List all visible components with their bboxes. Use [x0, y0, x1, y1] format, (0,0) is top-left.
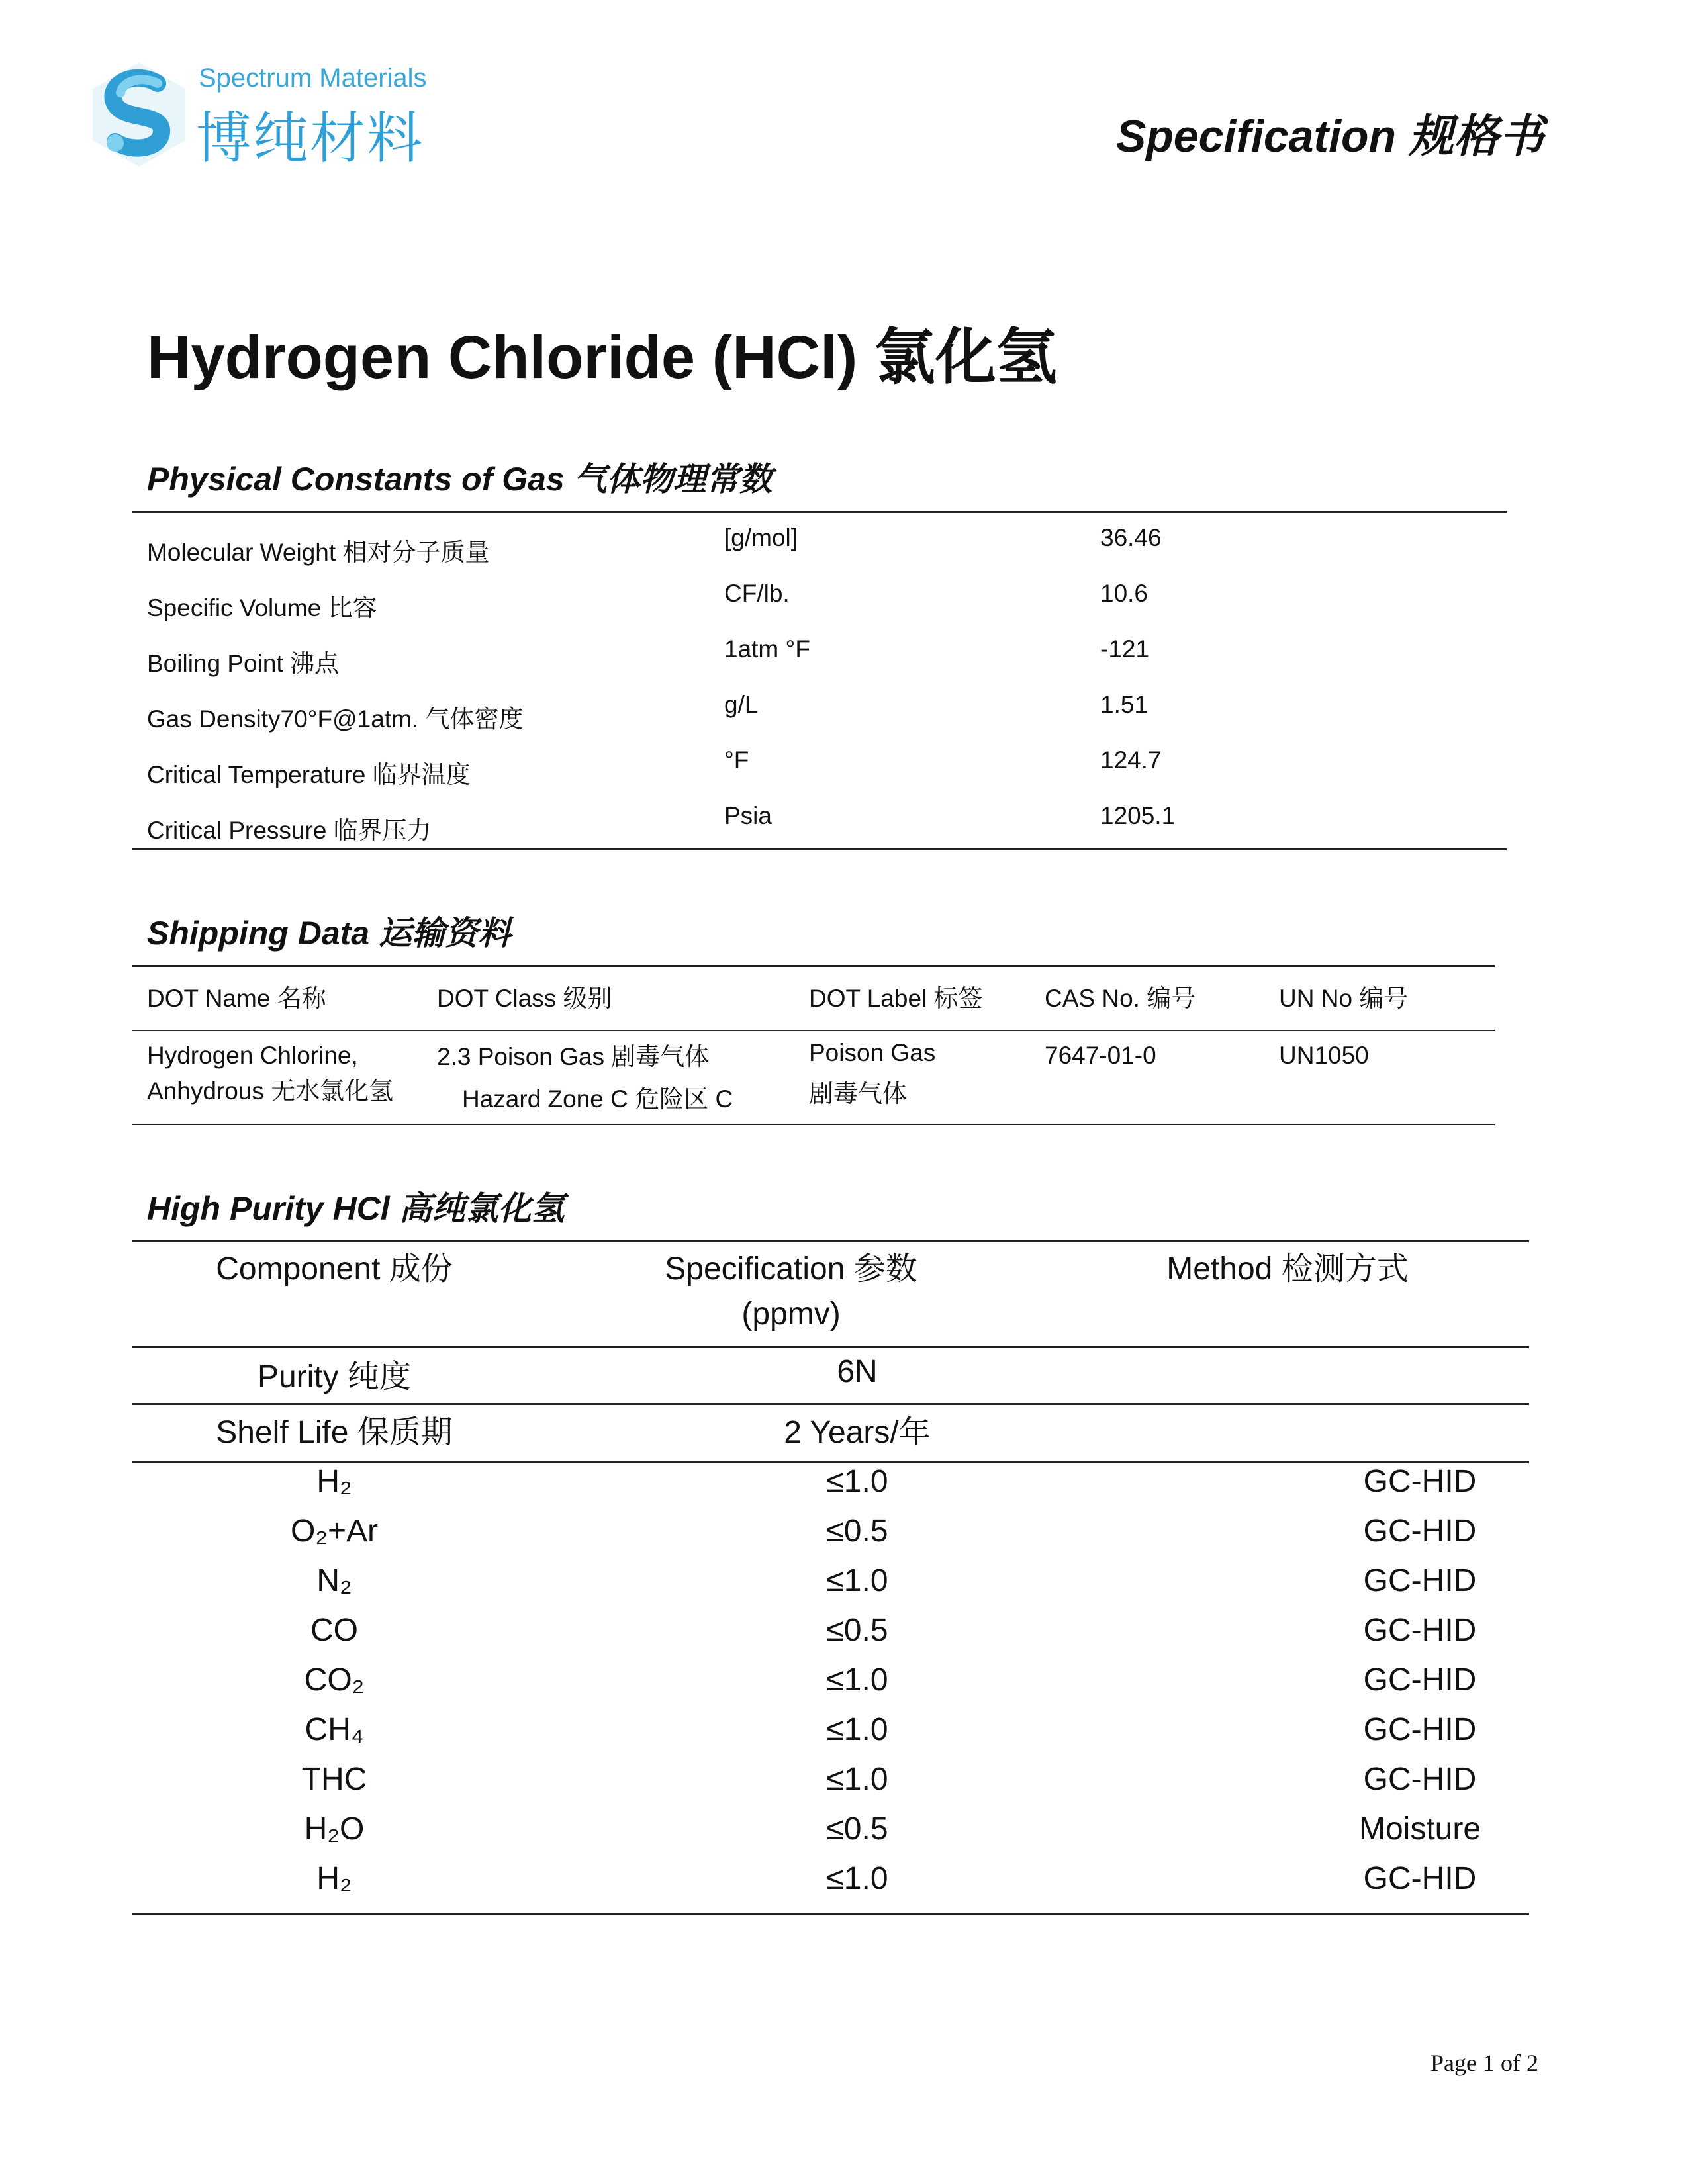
- shelf-life-row: [132, 1408, 1529, 1457]
- table-row: [132, 1507, 1529, 1556]
- component-cell: CO₂: [304, 1662, 365, 1698]
- table-row: [132, 1755, 1529, 1804]
- constant-unit: Psia: [724, 802, 772, 829]
- spec-cell: ≤0.5: [826, 1514, 888, 1549]
- spec-cell: ≤1.0: [826, 1563, 888, 1598]
- dot-label-line: Poison Gas: [809, 1039, 936, 1066]
- dot-class-cell: [437, 1039, 733, 1117]
- un-number: UN1050: [1279, 1042, 1369, 1069]
- component-cell: H₂: [316, 1464, 352, 1499]
- component-cell: CO: [310, 1613, 358, 1648]
- method-cell: GC-HID: [1363, 1861, 1477, 1896]
- spec-cell: ≤1.0: [826, 1861, 888, 1896]
- spec-cell: ≤1.0: [826, 1464, 888, 1499]
- method-cell: GC-HID: [1363, 1712, 1477, 1747]
- column-header: DOT Name 名称: [147, 985, 326, 1012]
- method-cell: GC-HID: [1363, 1662, 1477, 1698]
- dot-name-line: Hydrogen Chlorine,: [147, 1042, 358, 1069]
- constant-label: Molecular Weight 相对分子质量: [147, 539, 490, 566]
- table-row: [132, 1557, 1529, 1606]
- cas-number: 7647-01-0: [1045, 1042, 1156, 1069]
- dot-class-line: 2.3 Poison Gas 剧毒气体: [437, 1043, 710, 1070]
- component-cell: H₂O: [304, 1811, 365, 1846]
- constant-unit: CF/lb.: [724, 580, 790, 607]
- column-header: DOT Class 级别: [437, 985, 612, 1012]
- table-row: [147, 576, 1504, 631]
- divider: [132, 965, 1495, 967]
- logo-text-cn: 博纯材料: [196, 107, 424, 169]
- constant-label: Critical Temperature 临界温度: [147, 761, 471, 788]
- table-row: [132, 1606, 1529, 1655]
- component-cell: N₂: [316, 1563, 352, 1598]
- purity-row: [132, 1350, 1529, 1399]
- spec-header-line: Specification 参数: [665, 1251, 917, 1287]
- purity-section-title: High Purity HCl 高纯氯化氢: [147, 1190, 565, 1227]
- constant-label: Boiling Point 沸点: [147, 650, 339, 677]
- dot-name-cell: [147, 1038, 393, 1109]
- constant-label: Gas Density70°F@1atm. 气体密度: [147, 705, 524, 733]
- method-cell: GC-HID: [1363, 1762, 1477, 1797]
- component-cell: THC: [301, 1762, 367, 1797]
- method-cell: GC-HID: [1363, 1613, 1477, 1648]
- dot-label-cell: [809, 1035, 935, 1112]
- dot-name-line: Anhydrous 无水氯化氢: [147, 1077, 394, 1105]
- method-cell: GC-HID: [1363, 1514, 1477, 1549]
- spec-cell: ≤1.0: [826, 1712, 888, 1747]
- divider: [132, 511, 1507, 513]
- constant-unit: [g/mol]: [724, 524, 798, 551]
- dot-label-line: 剧毒气体: [809, 1080, 907, 1107]
- column-header: UN No 编号: [1279, 985, 1409, 1012]
- shelf-life-value: 2 Years/年: [784, 1415, 931, 1450]
- constant-label: Critical Pressure 临界压力: [147, 817, 432, 844]
- purity-label: Purity 纯度: [257, 1359, 412, 1394]
- method-cell: Moisture: [1358, 1811, 1481, 1846]
- spec-header-unit: (ppmv): [741, 1297, 841, 1332]
- divider: [132, 1240, 1529, 1242]
- divider: [132, 1403, 1529, 1405]
- column-header: DOT Label 标签: [809, 985, 983, 1012]
- constant-label: Specific Volume 比容: [147, 594, 377, 621]
- component-cell: O₂+Ar: [291, 1514, 378, 1549]
- table-row: [147, 798, 1504, 854]
- table-row: [132, 1706, 1529, 1754]
- logo-mark-icon: [86, 61, 192, 167]
- spec-cell: ≤1.0: [826, 1662, 888, 1698]
- divider: [132, 1030, 1495, 1031]
- component-cell: H₂: [316, 1861, 352, 1896]
- physical-section-title: Physical Constants of Gas 气体物理常数: [147, 461, 773, 498]
- constant-value: -121: [1100, 635, 1150, 662]
- table-row: [132, 1656, 1529, 1705]
- method-header: Method 检测方式: [1166, 1251, 1409, 1287]
- constant-value: 1205.1: [1100, 802, 1176, 829]
- page-title: Hydrogen Chloride (HCl) 氯化氢: [147, 324, 1057, 391]
- divider: [132, 848, 1507, 850]
- method-cell: GC-HID: [1363, 1464, 1477, 1499]
- spec-cell: ≤0.5: [826, 1613, 888, 1648]
- company-logo: [86, 57, 430, 169]
- spec-cell: ≤0.5: [826, 1811, 888, 1846]
- shelf-life-label: Shelf Life 保质期: [216, 1415, 453, 1450]
- divider: [132, 1913, 1529, 1915]
- component-header: Component 成份: [216, 1251, 453, 1287]
- table-row: [132, 1805, 1529, 1854]
- page-number: Page 1 of 2: [1430, 2050, 1538, 2076]
- constant-unit: °F: [724, 747, 749, 774]
- table-row: [147, 520, 1504, 576]
- table-row: [147, 687, 1504, 743]
- constant-unit: 1atm °F: [724, 635, 810, 662]
- constant-unit: g/L: [724, 691, 759, 718]
- spec-cell: ≤1.0: [826, 1762, 888, 1797]
- shipping-section-title: Shipping Data 运输资料: [147, 915, 511, 952]
- table-row: [132, 1457, 1529, 1506]
- purity-value: 6N: [837, 1354, 878, 1389]
- logo-text-en: Spectrum Materials: [199, 64, 427, 93]
- constant-value: 10.6: [1100, 580, 1149, 607]
- table-row: [147, 631, 1504, 687]
- column-header: CAS No. 编号: [1045, 985, 1196, 1012]
- document-type: Specification 规格书: [1115, 111, 1544, 161]
- constant-value: 1.51: [1100, 691, 1149, 718]
- constant-value: 124.7: [1100, 747, 1162, 774]
- divider: [132, 1124, 1495, 1125]
- component-cell: CH₄: [305, 1712, 364, 1747]
- table-row: [132, 1854, 1529, 1903]
- specification-header: [589, 1247, 993, 1337]
- dot-class-line: Hazard Zone C 危险区 C: [462, 1085, 733, 1113]
- table-row: [147, 743, 1504, 798]
- method-cell: GC-HID: [1363, 1563, 1477, 1598]
- constant-value: 36.46: [1100, 524, 1162, 551]
